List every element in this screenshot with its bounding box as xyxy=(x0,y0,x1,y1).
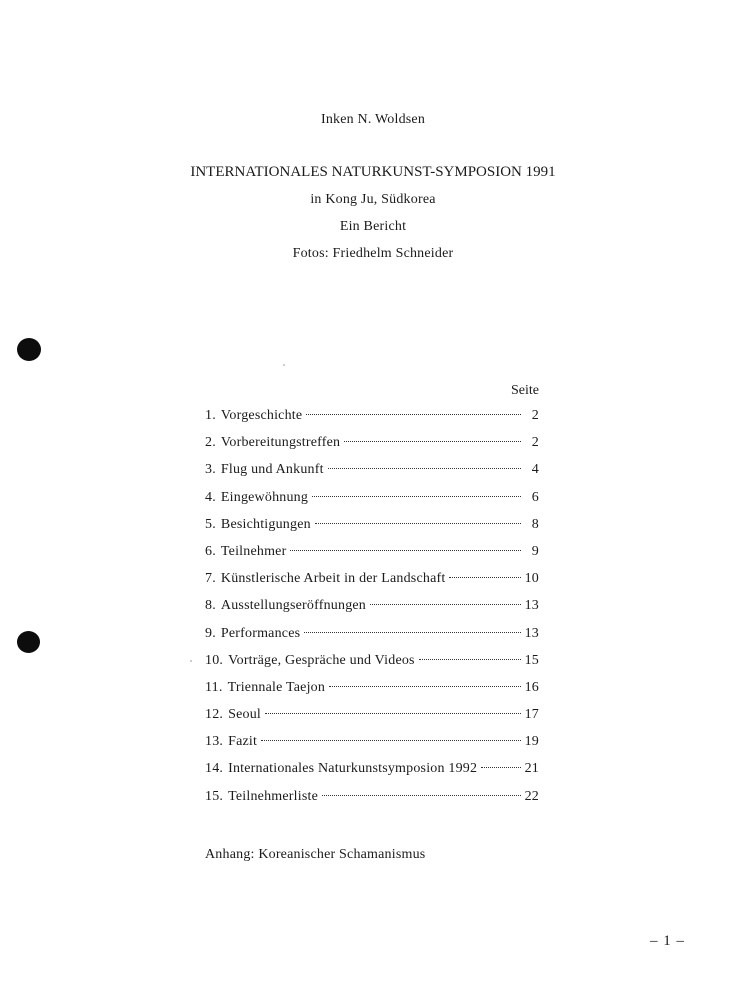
toc-leader-dots xyxy=(322,795,521,796)
toc-entry xyxy=(205,734,539,761)
toc-entry-title: Eingewöhnung xyxy=(220,489,309,505)
toc-entry-page: 10 xyxy=(524,571,539,587)
toc-entry-number: 10. xyxy=(205,652,224,668)
toc-entry-title: Ausstellungseröffnungen xyxy=(220,598,367,614)
toc-entry-page: 17 xyxy=(524,707,539,723)
toc-entry-page: 19 xyxy=(524,734,539,750)
toc-entry-page: 21 xyxy=(524,761,539,777)
toc-entry-page: 15 xyxy=(524,652,539,668)
toc-entry-title: Vorträge, Gespräche und Videos xyxy=(228,652,415,668)
toc-entry-number: 8. xyxy=(205,598,216,614)
toc-leader-dots xyxy=(304,632,520,633)
toc-entry xyxy=(205,490,539,517)
toc-entry-page: 16 xyxy=(524,679,539,695)
toc-entry-page: 2 xyxy=(531,408,539,423)
toc-entry-title: Internationales Naturkunstsymposion 1992 xyxy=(228,761,478,777)
toc-entry xyxy=(205,408,539,435)
toc-entry-number: 5. xyxy=(205,516,216,532)
toc-entry-page: 9 xyxy=(531,543,539,559)
toc-leader-dots xyxy=(419,659,521,660)
toc-entry xyxy=(205,761,539,788)
toc-entry-title: Vorgeschichte xyxy=(220,408,303,423)
toc-entry-title: Vorbereitungstreffen xyxy=(220,435,341,451)
toc-entry-title: Künstlerische Arbeit in der Landschaft xyxy=(220,571,446,587)
toc-entry xyxy=(205,571,539,598)
document-title: INTERNATIONALES NATURKUNST-SYMPOSION 1991 xyxy=(190,164,556,180)
toc-entry-page: 13 xyxy=(524,625,539,641)
toc-entry-title: Teilnehmer xyxy=(220,543,287,559)
toc-leader-dots xyxy=(312,496,521,497)
toc-leader-dots xyxy=(290,550,521,551)
table-of-contents xyxy=(205,408,539,816)
toc-entry-title: Seoul xyxy=(228,707,261,723)
toc-leader-dots xyxy=(306,414,521,415)
toc-entry-number: 9. xyxy=(205,625,216,641)
toc-entry xyxy=(205,653,539,680)
toc-leader-dots xyxy=(449,577,520,578)
subtitle-line: Ein Bericht xyxy=(339,219,407,234)
toc-entry-page: 2 xyxy=(531,435,539,451)
toc-entry-number: 1. xyxy=(205,408,216,423)
toc-entry xyxy=(205,544,539,571)
toc-entry-title: Triennale Taejon xyxy=(227,679,326,695)
toc-entry-number: 15. xyxy=(205,788,224,804)
scan-speck xyxy=(283,364,285,366)
appendix-line: Anhang: Koreanischer Schamanismus xyxy=(205,847,426,862)
toc-entry-title: Performances xyxy=(220,625,301,641)
toc-entry-page: 6 xyxy=(531,489,539,505)
page-number: – 1 – xyxy=(650,933,685,949)
location-line: in Kong Ju, Südkorea xyxy=(310,192,436,207)
toc-entry-number: 3. xyxy=(205,462,216,478)
toc-entry xyxy=(205,517,539,544)
toc-leader-dots xyxy=(370,604,521,605)
toc-entry xyxy=(205,680,539,707)
author-name: Inken N. Woldsen xyxy=(320,112,426,127)
photo-credit: Fotos: Friedhelm Schneider xyxy=(292,246,454,261)
toc-entry-page: 13 xyxy=(524,598,539,614)
toc-entry xyxy=(205,626,539,653)
toc-entry-page: 22 xyxy=(524,788,539,804)
toc-entry-number: 14. xyxy=(205,761,224,777)
toc-entry-number: 6. xyxy=(205,543,216,559)
toc-leader-dots xyxy=(344,441,521,442)
toc-entry-number: 11. xyxy=(205,679,223,695)
toc-leader-dots xyxy=(481,767,520,768)
toc-entry-title: Flug und Ankunft xyxy=(220,462,324,478)
punch-hole-icon xyxy=(17,338,41,361)
toc-entry-title: Besichtigungen xyxy=(220,516,311,532)
toc-entry-title: Fazit xyxy=(228,734,258,750)
toc-leader-dots xyxy=(328,468,521,469)
toc-entry-number: 2. xyxy=(205,435,216,451)
toc-leader-dots xyxy=(261,740,520,741)
toc-leader-dots xyxy=(329,686,521,687)
scan-speck xyxy=(190,660,192,662)
toc-entry-number: 4. xyxy=(205,489,216,505)
toc-entry xyxy=(205,707,539,734)
punch-hole-icon xyxy=(17,631,40,653)
toc-entry-number: 7. xyxy=(205,571,216,587)
toc-entry xyxy=(205,598,539,625)
toc-entry xyxy=(205,789,539,816)
toc-entry-page: 8 xyxy=(531,516,539,532)
toc-entry-number: 12. xyxy=(205,707,224,723)
toc-entry-page: 4 xyxy=(531,462,539,478)
toc-entry-number: 13. xyxy=(205,734,224,750)
toc-page-label: Seite xyxy=(511,383,539,398)
toc-leader-dots xyxy=(315,523,521,524)
toc-leader-dots xyxy=(265,713,521,714)
toc-entry xyxy=(205,435,539,462)
toc-entry xyxy=(205,462,539,489)
toc-entry-title: Teilnehmerliste xyxy=(228,788,318,804)
